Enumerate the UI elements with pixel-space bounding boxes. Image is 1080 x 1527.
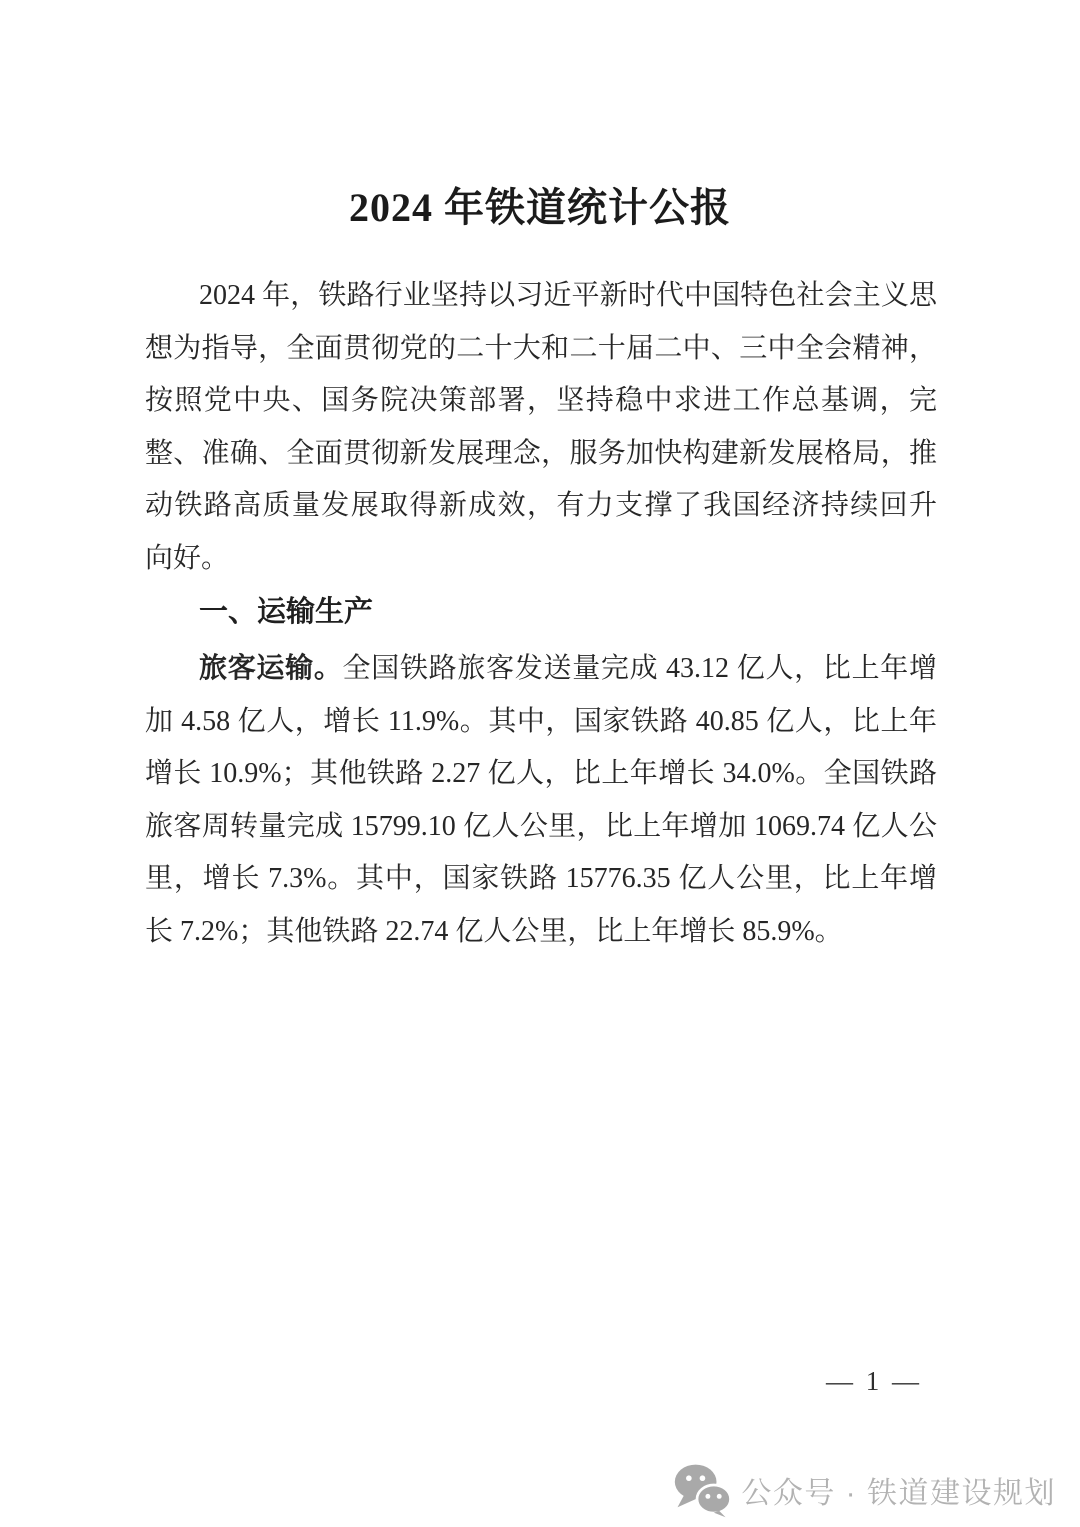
watermark-label: 公众号 · 铁道建设规划: [741, 1477, 1056, 1510]
text-run: 全国铁路旅客发送量完成 43.12 亿人，比上年增: [342, 653, 937, 684]
text-line: 里，增长 7.3%。其中，国家铁路 15776.35 亿人公里，比上年增: [145, 863, 937, 894]
text-line: 长 7.2%；其他铁路 22.74 亿人公里，比上年增长 85.9%。: [145, 915, 843, 947]
text-line: 动铁路高质量发展取得新成效，有力支撑了我国经济持续回升: [145, 490, 937, 521]
text-line: 整、准确、全面贯彻新发展理念，服务加快构建新发展格局，推: [145, 437, 937, 469]
text-line: 向好。: [145, 542, 230, 574]
intro-paragraph: [145, 270, 937, 585]
text-line: 2024 年，铁路行业坚持以习近平新时代中国特色社会主义思: [199, 280, 937, 311]
passenger-transport-paragraph: [145, 643, 937, 958]
text-line: 加 4.58 亿人，增长 11.9%。其中，国家铁路 40.85 亿人，比上年: [145, 705, 937, 737]
wechat-icon: [673, 1462, 731, 1518]
page-number: — 1 —: [826, 1366, 922, 1396]
section-heading-transport-production: 一、运输生产: [199, 596, 374, 628]
text-line: 按照党中央、国务院决策部署，坚持稳中求进工作总基调，完: [145, 385, 937, 416]
paragraph-lead-label: 旅客运输。: [199, 653, 343, 684]
wechat-watermark: [673, 1462, 1056, 1518]
text-line: [145, 643, 937, 696]
document-title: 2024 年铁道统计公报: [349, 185, 731, 230]
text-line: 想为指导，全面贯彻党的二十大和二十届二中、三中全会精神，: [145, 332, 937, 364]
text-line: 旅客周转量完成 15799.10 亿人公里，比上年增加 1069.74 亿人公: [145, 810, 937, 842]
text-line: 增长 10.9%；其他铁路 2.27 亿人，比上年增长 34.0%。全国铁路: [145, 758, 937, 789]
